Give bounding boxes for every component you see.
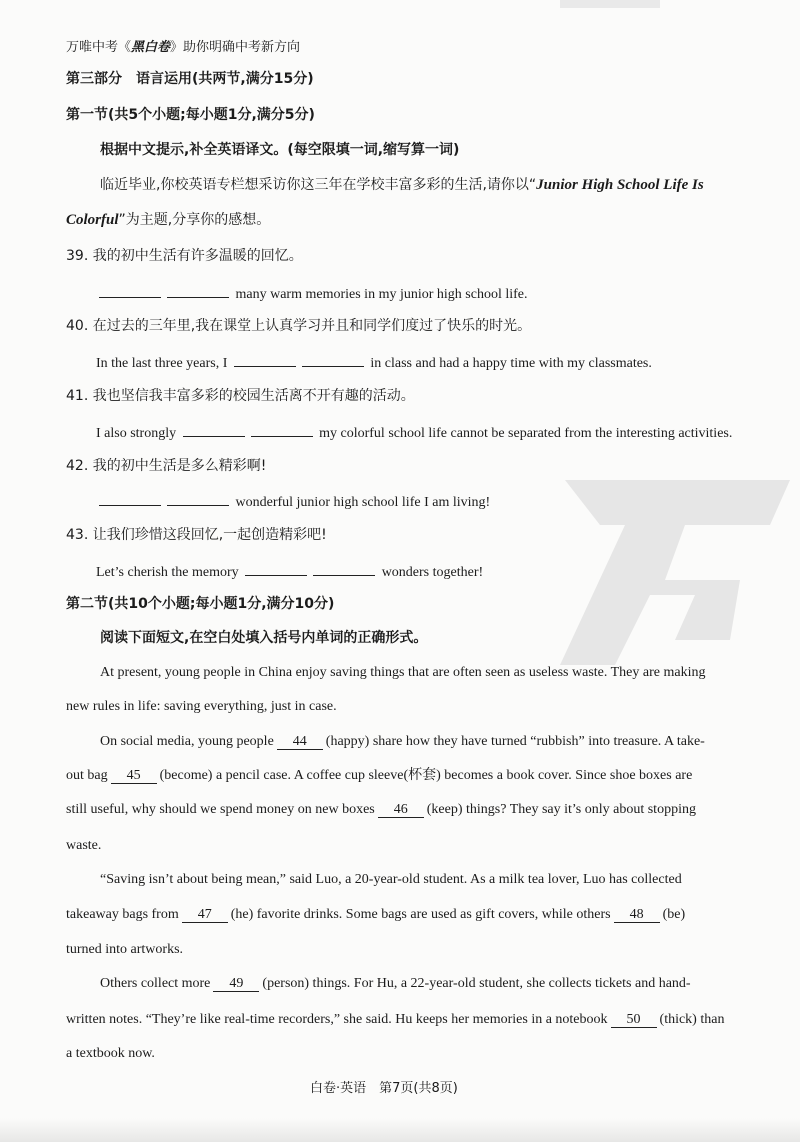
item-41-en [96, 424, 732, 441]
passage-line [66, 803, 696, 818]
section1-instruction: 根据中文提示,补全英语译文。(每空限填一词,缩写算一词) [100, 142, 460, 158]
scan-mark [560, 0, 660, 8]
item-en-text: Let’s cherish the memory [96, 565, 239, 580]
passage-line [100, 977, 691, 992]
passage-text: (be) [662, 907, 686, 922]
passage-text: (he) favorite drinks. Some bags are used as gift covers, while others [230, 907, 611, 922]
item-en-text: many warm memories in my junior high school life. [235, 287, 528, 302]
intro-theme-part1: Junior High School Life Is [536, 177, 704, 193]
passage-text: takeaway bags from [66, 907, 179, 922]
answer-blank[interactable] [99, 285, 161, 298]
blank-49[interactable]: 49 [213, 977, 259, 992]
section1-intro-line1 [100, 178, 704, 193]
item-en-text: In the last three years, I [96, 356, 228, 371]
intro-cn-2: ”为主题,分享你的感想。 [118, 212, 271, 228]
answer-blank[interactable] [167, 493, 229, 506]
item-42-en [96, 493, 490, 510]
blank-47[interactable]: 47 [182, 908, 228, 923]
item-en-text: wonders together! [381, 565, 484, 580]
section2-title: 第二节(共10个小题;每小题1分,满分10分) [66, 596, 335, 612]
passage-text: (keep) things? They say it’s only about stopping [426, 802, 696, 817]
passage-line: a textbook now. [66, 1046, 155, 1061]
answer-blank[interactable] [313, 563, 375, 576]
passage-line [100, 735, 705, 750]
blank-46[interactable]: 46 [378, 803, 424, 818]
header-prefix: 万唯中考《 [66, 40, 132, 55]
item-43-cn: 43. 让我们珍惜这段回忆,一起创造精彩吧! [66, 527, 327, 543]
item-40-en [96, 354, 652, 371]
answer-blank[interactable] [251, 424, 313, 437]
blank-45[interactable]: 45 [111, 769, 157, 784]
item-40-cn: 40. 在过去的三年里,我在课堂上认真学习并且和同学们度过了快乐的时光。 [66, 318, 532, 334]
page-footer: 白卷·英语 第7页(共8页) [310, 1081, 458, 1096]
section1-intro-line2 [66, 213, 270, 228]
passage-line: “Saving isn’t about being mean,” said Luo, a 20-year-old student. As a milk tea lover, Luo has collected [100, 872, 682, 887]
watermark-logo [555, 470, 800, 670]
header-brand: 黑白卷 [131, 40, 171, 55]
passage-text: On social media, young people [100, 734, 274, 749]
item-39-cn: 39. 我的初中生活有许多温暖的回忆。 [66, 248, 303, 264]
answer-blank[interactable] [183, 424, 245, 437]
answer-blank[interactable] [234, 354, 296, 367]
answer-blank[interactable] [245, 563, 307, 576]
answer-blank[interactable] [99, 493, 161, 506]
passage-text: (thick) than [659, 1012, 725, 1027]
passage-text: still useful, why should we spend money on new boxes [66, 802, 375, 817]
answer-blank[interactable] [167, 285, 229, 298]
passage-line [66, 908, 685, 923]
blank-44[interactable]: 44 [277, 735, 323, 750]
passage-text: (become) a pencil case. A coffee cup sleeve(杯套) becomes a book cover. Since shoe boxes are [159, 768, 693, 783]
header-suffix: 》助你明确中考新方向 [170, 40, 301, 55]
blank-50[interactable]: 50 [611, 1013, 657, 1028]
passage-text: (person) things. For Hu, a 22-year-old student, she collects tickets and hand- [262, 976, 691, 991]
passage-line: At present, young people in China enjoy saving things that are often seen as useless waste. They are making [100, 665, 706, 680]
item-43-en [96, 563, 483, 580]
passage-line: waste. [66, 838, 102, 853]
answer-blank[interactable] [302, 354, 364, 367]
page-header [66, 41, 300, 54]
blank-48[interactable]: 48 [614, 908, 660, 923]
passage-line [66, 769, 692, 784]
intro-theme-part2: Colorful [66, 212, 119, 228]
section1-title: 第一节(共5个小题;每小题1分,满分5分) [66, 107, 315, 123]
section2-instruction: 阅读下面短文,在空白处填入括号内单词的正确形式。 [100, 630, 428, 646]
item-en-text: in class and had a happy time with my classmates. [370, 356, 652, 371]
item-en-text: wonderful junior high school life I am living! [235, 495, 491, 510]
item-en-text: I also strongly [96, 426, 177, 441]
item-42-cn: 42. 我的初中生活是多么精彩啊! [66, 458, 267, 474]
passage-line: turned into artworks. [66, 942, 184, 957]
item-39-en [96, 285, 528, 302]
item-41-cn: 41. 我也坚信我丰富多彩的校园生活离不开有趣的活动。 [66, 388, 415, 404]
passage-text: out bag [66, 768, 108, 783]
passage-text: written notes. “They’re like real-time recorders,” she said. Hu keeps her memories in a notebook [66, 1012, 608, 1027]
passage-text: (happy) share how they have turned “rubbish” into treasure. A take- [325, 734, 705, 749]
passage-text: Others collect more [100, 976, 211, 991]
intro-cn: 临近毕业,你校英语专栏想采访你这三年在学校丰富多彩的生活,请你以“ [100, 177, 537, 193]
passage-line: new rules in life: saving everything, just in case. [66, 699, 337, 714]
item-en-text: my colorful school life cannot be separated from the interesting activities. [319, 426, 733, 441]
passage-line [66, 1013, 724, 1028]
scan-edge [0, 1118, 800, 1142]
part3-title: 第三部分 语言运用(共两节,满分15分) [66, 71, 314, 87]
